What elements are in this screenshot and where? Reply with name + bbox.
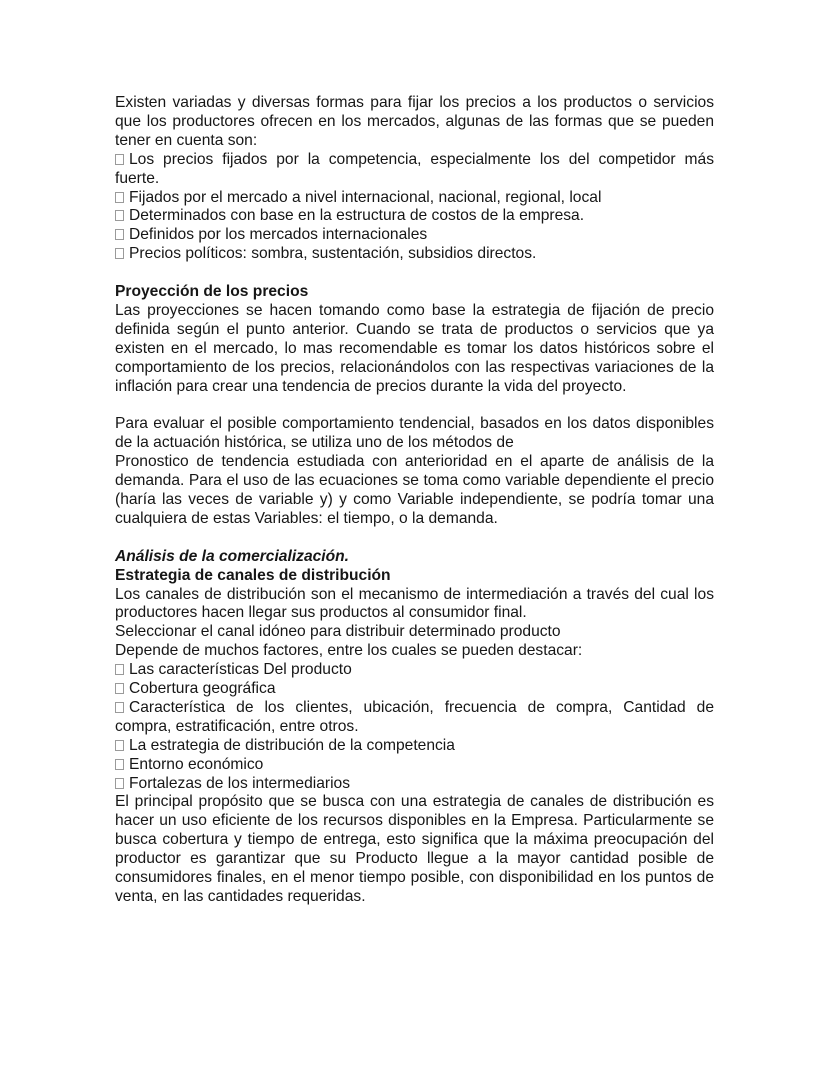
list-item-text: Cobertura geográfica xyxy=(129,680,276,698)
trend-paragraph-start: Para evaluar el posible comportamiento tendencial, basados en los datos disponibles de la actuación histórica, se utiliza uno de los métodos de xyxy=(115,415,714,452)
list-item xyxy=(115,207,714,226)
factors-list xyxy=(115,661,714,793)
spacer xyxy=(115,396,714,415)
list-item xyxy=(115,756,714,775)
channels-paragraph: Los canales de distribución son el mecanismo de intermediación a través del cual los productores hacen llegar sus productos al consumidor final. xyxy=(115,585,714,622)
subheading-distribution-channels: Estrategia de canales de distribución xyxy=(115,566,391,584)
list-item-text: Precios políticos: sombra, sustentación, subsidios directos. xyxy=(129,245,537,263)
checkbox-glyph-icon xyxy=(115,210,124,221)
list-item xyxy=(115,661,714,680)
list-item xyxy=(115,775,714,794)
list-item xyxy=(115,189,714,208)
trend-paragraph-rest: Pronostico de tendencia estudiada con anterioridad en el aparte de análisis de la demanda. Para el uso de las ecuaciones se toma como variable dependiente el precio (haría las veces de variable y) y como Variable independiente, se podría tomar una cualquiera de estas Variables: el tiempo, o la demanda. xyxy=(115,453,714,527)
closing-paragraph: El principal propósito que se busca con una estrategia de canales de distribución es hacer un uso eficiente de los recursos disponibles en la Empresa. Particularmente se busca cobertura y tiempo de entrega, esto significa que la máxima preocupación del productor es garantizar que su Producto llegue a la mayor cantidad posible de consumidores finales, en el menor tiempo posible, con disponibilidad en los puntos de venta, en las cantidades requeridas. xyxy=(115,793,714,906)
section-heading-price-projection: Proyección de los precios xyxy=(115,283,309,301)
checkbox-glyph-icon xyxy=(115,192,124,203)
checkbox-glyph-icon xyxy=(115,248,124,259)
list-item xyxy=(115,226,714,245)
pricing-forms-list xyxy=(115,151,714,264)
list-item xyxy=(115,699,714,737)
checkbox-glyph-icon xyxy=(115,702,124,713)
checkbox-glyph-icon xyxy=(115,154,124,165)
list-item xyxy=(115,151,714,189)
list-item xyxy=(115,680,714,699)
list-item-text: Determinados con base en la estructura de costos de la empresa. xyxy=(129,207,585,225)
checkbox-glyph-icon xyxy=(115,664,124,675)
checkbox-glyph-icon xyxy=(115,778,124,789)
list-item-text: Entorno económico xyxy=(129,755,264,773)
projection-paragraph: Las proyecciones se hacen tomando como base la estrategia de fijación de precio definida según el punto anterior. Cuando se trata de productos o servicios que ya existen en el mercado, lo mas recomendable es tomar los datos históricos sobre el comportamiento de los precios, relacionándolos con las respectivas variaciones de la inflación para crear una tendencia de precios durante la vida del proyecto. xyxy=(115,301,714,395)
checkbox-glyph-icon xyxy=(115,759,124,770)
list-item-text: La estrategia de distribución de la competencia xyxy=(129,736,455,754)
list-item-text: Los precios fijados por la competencia, especialmente los del competidor más fuerte. xyxy=(115,150,714,187)
checkbox-glyph-icon xyxy=(115,229,124,240)
section-heading-commercialization: Análisis de la comercialización. xyxy=(115,547,350,565)
list-item-text: Las características Del producto xyxy=(129,661,352,679)
list-item-text: Característica de los clientes, ubicación, frecuencia de compra, Cantidad de compra, estratificación, entre otros. xyxy=(115,698,714,735)
list-item-text: Fijados por el mercado a nivel internacional, nacional, regional, local xyxy=(129,188,602,206)
spacer xyxy=(115,264,714,283)
spacer xyxy=(115,529,714,548)
list-item xyxy=(115,737,714,756)
list-item xyxy=(115,245,714,264)
list-item-text: Fortalezas de los intermediarios xyxy=(129,774,351,792)
factors-line: Depende de muchos factores, entre los cuales se pueden destacar: xyxy=(115,642,583,660)
intro-paragraph: Existen variadas y diversas formas para fijar los precios a los productos o servicios que los productores ofrecen en los mercados, algunas de las formas que se pueden tener en cuenta son: xyxy=(115,94,714,149)
checkbox-glyph-icon xyxy=(115,740,124,751)
checkbox-glyph-icon xyxy=(115,683,124,694)
list-item-text: Definidos por los mercados internacionales xyxy=(129,226,428,244)
select-channel-line: Seleccionar el canal idóneo para distribuir determinado producto xyxy=(115,623,561,641)
